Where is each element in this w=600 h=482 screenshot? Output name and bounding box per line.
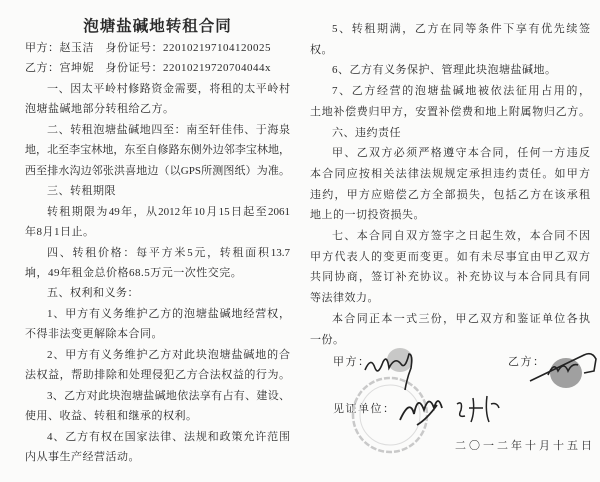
- contract-text-line: 3、乙方对此块泡塘盐碱地依法享有占有、建设、: [47, 389, 290, 402]
- contract-text-line: 七、本合同自双方签字之日起生效，本合同不因: [332, 230, 590, 242]
- contract-text-line: 地上的一切投资损失。: [310, 209, 425, 222]
- contract-text-line: 使用、收益、转租和继承的权利。: [25, 410, 198, 423]
- contract-text-line: 违约，甲方应赔偿乙方全部损失，包括乙方在该承租: [310, 188, 590, 201]
- contract-text-line: 四、转租价格：每平方米5元，转租面积13.7: [47, 246, 290, 259]
- contract-text-line: 本合同正本一式三份，甲乙双方和鉴证单位各执: [332, 312, 590, 325]
- contract-text-line: 不得非法变更解除本合同。: [25, 328, 163, 341]
- contract-text-line: 垧，49年租金总价格68.5万元一次性交完。: [25, 266, 243, 279]
- contract-text-line: 4、乙方有权在国家法律、法规和政策允许范围: [47, 430, 290, 443]
- contract-text-line: 内从事生产经营活动。: [25, 451, 140, 463]
- contract-text-line: 等法律效力。: [310, 292, 379, 305]
- contract-text-line: 6、乙方有义务保护、管理此块泡塘盐碱地。: [332, 64, 557, 77]
- party-a-signature: [362, 348, 432, 388]
- contract-text-line: 2、甲方有义务维护乙方对此块泡塘盐碱地的合: [47, 348, 290, 361]
- contract-text-line: 法权益，帮助排除和处理侵犯乙方合法权益的行为。: [25, 369, 290, 382]
- contract-text-line: 泡塘盐碱地部分转租给乙方。: [25, 103, 175, 116]
- contract-text-line: 甲方代表人的变更而变更。如有未尽事宜由甲乙双方: [310, 250, 590, 263]
- contract-text-line: 土地补偿费归甲方，安置补偿费和地上附属物归乙方。: [310, 105, 590, 118]
- contract-text-line: 乙方：宫坤妮 身份证号：22010219720704044x: [25, 62, 271, 75]
- contract-text-line: 共同协商，签订补充协议。补充协议与本合同具有同: [310, 271, 590, 284]
- contract-text-line: 六、违约责任: [332, 126, 401, 139]
- contract-text-line: 西至排水沟边邻张洪喜地边（以GPS所测图纸）为准。: [25, 164, 290, 177]
- contract-text-line: 五、权利和义务：: [47, 287, 139, 300]
- party-b-signature: [528, 345, 598, 385]
- contract-text-line: 地，北至李宝林地，东至自修路东侧外边邻李宝林地，: [25, 144, 290, 157]
- contract-text-line: 二、转租泡塘盐碱地四至：南至轩佳伟、于海泉: [47, 123, 290, 136]
- contract-text-line: 一份。: [310, 333, 345, 346]
- contract-text-line: 年8月1日止。: [25, 226, 95, 239]
- witness-signature: [395, 390, 505, 430]
- party-a-signature-label: 甲方：: [333, 356, 371, 368]
- contract-text-line: 甲方：赵玉洁 身份证号：220102197104120025: [25, 42, 271, 54]
- party-b-signature-label: 乙方：: [508, 356, 546, 368]
- contract-text-line: 三、转租期限: [47, 185, 116, 198]
- contract-text-line: 5、转租期满，乙方在同等条件下享有优先续签: [332, 23, 590, 35]
- contract-text-line: 1、甲方有义务维护乙方的泡塘盐碱地经营权，: [47, 307, 290, 320]
- contract-text-line: 转租期限为49年，从2012年10月15日起至2061: [47, 205, 290, 218]
- witness-label: 见证单位：: [333, 403, 396, 415]
- contract-title: 泡塘盐碱地转租合同: [83, 17, 232, 35]
- contract-text-line: 本合同应按相关法律法规规定承担违约责任。如甲方: [310, 167, 590, 180]
- signing-date: 二〇一二年十月十五日: [455, 440, 595, 452]
- contract-text-line: 一、因太平岭村修路资金需要，将租的太平岭村: [47, 82, 290, 95]
- contract-text-line: 权。: [310, 43, 333, 56]
- contract-text-line: 甲、乙双方必须严格遵守本合同，任何一方违反: [332, 147, 590, 160]
- contract-text-line: 7、乙方经营的泡塘盐碱地被依法征用占用的，: [332, 85, 590, 98]
